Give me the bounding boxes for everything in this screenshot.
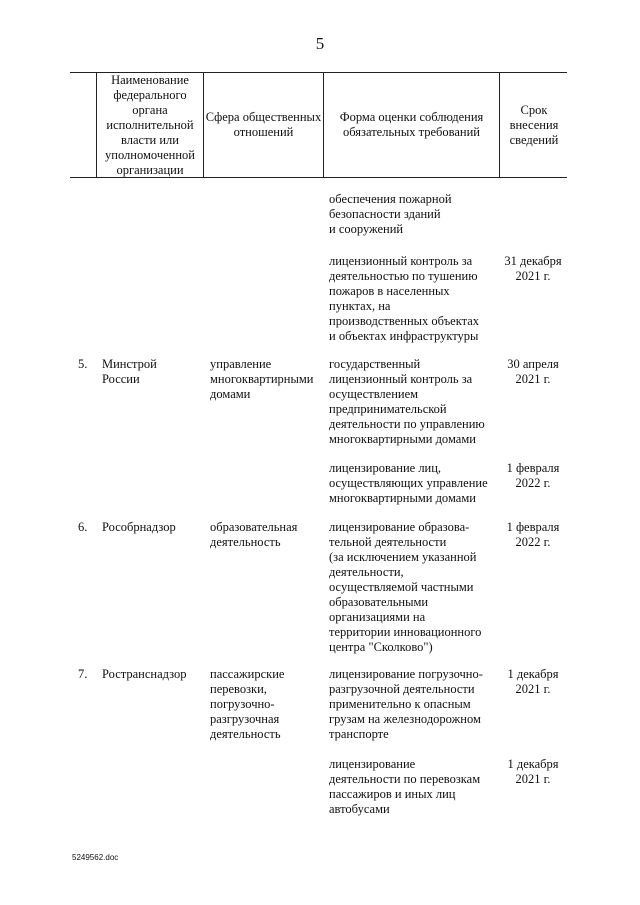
cell-number: 5.: [78, 357, 88, 371]
cell-organ: Минстрой России: [102, 357, 157, 386]
header-organ: Наименование федерального органа исполнительной власти или уполномоченной организации: [105, 72, 195, 177]
cell-number: 7.: [78, 667, 88, 681]
cell-sphere: образовательная деятельность: [210, 520, 298, 549]
cell-form: лицензионный контроль за деятельностью по тушению пожаров в населенных пунктах, на производственных объектах и объектах инфраструктуры: [329, 254, 480, 343]
cell-deadline: 1 декабря 2021 г.: [507, 757, 559, 786]
header-form: Форма оценки соблюдения обязательных требований: [339, 110, 484, 139]
file-name-footer: 5249562.doc: [72, 853, 119, 862]
cell-deadline: 1 февраля 2022 г.: [506, 520, 560, 549]
cell-form: лицензирование погрузочно- разгрузочной деятельности применительно к опасным грузам на железнодорожном транспорте: [329, 667, 483, 741]
cell-form: лицензирование лиц, осуществляющих управление многоквартирными домами: [329, 461, 488, 505]
cell-sphere: управление многоквартирными домами: [210, 357, 314, 401]
table-header: [70, 72, 567, 178]
page-number: 5: [315, 34, 325, 53]
cell-form: лицензирование образова- тельной деятельности (за исключением указанной деятельности, осуществляемой частными образовательными организациями на территории инновационного центра "Сколково"): [329, 520, 482, 654]
column-divider: [499, 73, 500, 177]
cell-form: обеспечения пожарной безопасности зданий и сооружений: [329, 192, 452, 236]
cell-organ: Ространснадзор: [102, 667, 187, 681]
cell-sphere: пассажирские перевозки, погрузочно- разгрузочная деятельность: [210, 667, 285, 741]
cell-deadline: 31 декабря 2021 г.: [504, 254, 562, 283]
cell-form: государственный лицензионный контроль за осуществлением предпринимательской деятельности по управлению многоквартирными домами: [329, 357, 485, 446]
cell-deadline: 30 апреля 2021 г.: [507, 357, 559, 386]
header-sphere: Сфера общественных отношений: [205, 110, 322, 139]
cell-deadline: 1 декабря 2021 г.: [507, 667, 559, 696]
cell-organ: Рособрнадзор: [102, 520, 176, 534]
cell-number: 6.: [78, 520, 88, 534]
cell-deadline: 1 февраля 2022 г.: [506, 461, 560, 490]
cell-form: лицензирование деятельности по перевозкам пассажиров и иных лиц автобусами: [329, 757, 481, 816]
header-deadline: Срок внесения сведений: [509, 102, 559, 147]
